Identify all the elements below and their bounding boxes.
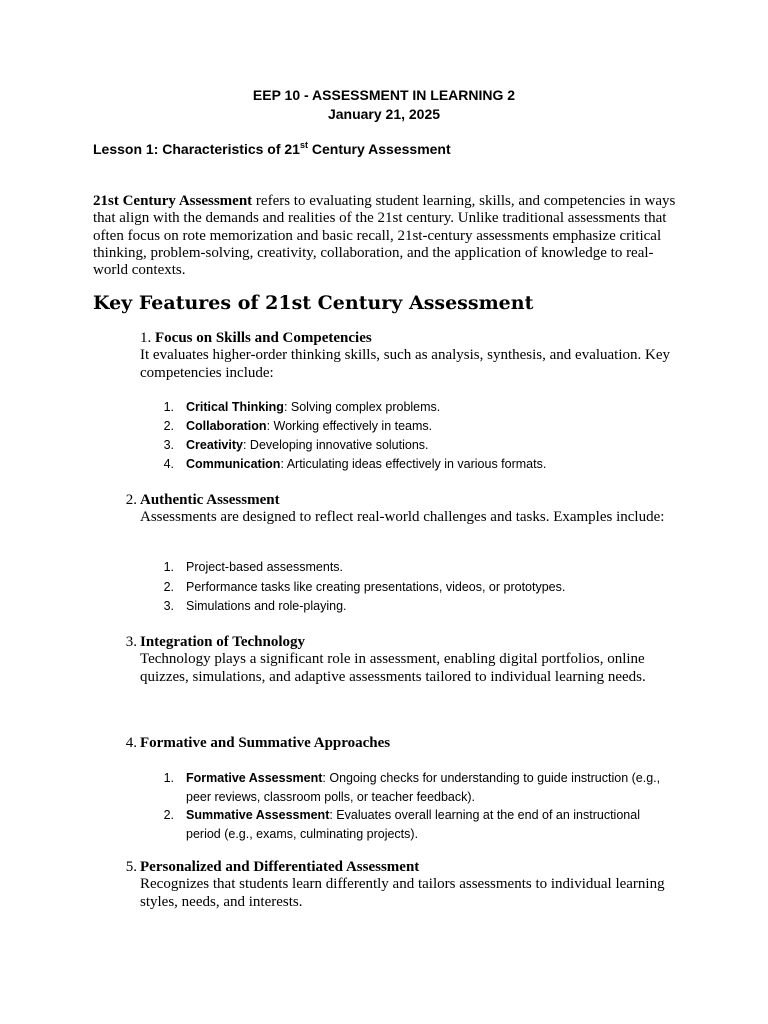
lesson-title-superscript: st: [299, 140, 308, 150]
intro-text: refers to evaluating student learning, skills, and competencies in ways that align with the demands and realities of the 21st century. Unlike traditional assessments that often focus on rote memorization and basic recall, 21st-century assessments emphasize critical thinking, problem-solving, creativity, collaboration, and the application of knowledge to real-world contexts.: [93, 193, 676, 279]
sub-number: 1.: [163, 400, 174, 414]
feature-number: 1.: [140, 330, 152, 346]
feature-title: Formative and Summative Approaches: [140, 735, 391, 751]
sub-number: 2.: [163, 419, 174, 433]
feature-number: 5.: [125, 859, 137, 875]
feature-text: Recognizes that students learn differently and tailors assessments to individual learning styles, needs, and interests.: [140, 876, 665, 910]
feature-text: It evaluates higher-order thinking skills, such as analysis, synthesis, and evaluation. Key competencies include:: [140, 347, 671, 381]
feature-text: Technology plays a significant role in assessment, enabling digital portfolios, online quizzes, simulations, and adaptive assessments tailored to individual learning needs.: [140, 651, 646, 685]
sub-text: : Articulating ideas effectively in various formats.: [280, 457, 547, 471]
sub-text: : Developing innovative solutions.: [242, 438, 429, 452]
sub-text: Project-based assessments.: [186, 560, 344, 574]
document-date: January 21, 2025: [327, 106, 441, 122]
sub-number: 4.: [163, 457, 174, 471]
feature-text: Assessments are designed to reflect real-world challenges and tasks. Examples include:: [140, 509, 665, 526]
sub-number: 1.: [163, 560, 174, 574]
course-title: EEP 10 - ASSESSMENT IN LEARNING 2: [252, 87, 516, 103]
sub-number: 2.: [163, 808, 174, 822]
sub-term: Creativity: [186, 438, 243, 452]
feature-title: Personalized and Differentiated Assessment: [140, 859, 420, 875]
lesson-title-prefix: Lesson 1: Characteristics of 21: [93, 141, 300, 157]
sub-number: 3.: [163, 438, 174, 452]
lesson-title: [93, 141, 451, 157]
sub-term: Communication: [186, 457, 281, 471]
feature-number: 4.: [125, 735, 137, 751]
sub-text: : Solving complex problems.: [283, 400, 441, 414]
sub-number: 2.: [163, 580, 174, 594]
sub-number: 1.: [163, 771, 174, 785]
section-heading: Key Features of 21st Century Assessment: [93, 292, 534, 314]
feature-title: Focus on Skills and Competencies: [155, 330, 372, 346]
lesson-title-suffix: Century Assessment: [308, 141, 451, 157]
intro-paragraph: [93, 193, 678, 279]
sub-text: : Working effectively in teams.: [266, 419, 433, 433]
feature-number: 3.: [125, 634, 137, 650]
intro-term: 21st Century Assessment: [93, 193, 253, 209]
sub-term: Collaboration: [186, 419, 267, 433]
sub-text: Performance tasks like creating presentations, videos, or prototypes.: [186, 580, 566, 594]
sub-number: 3.: [163, 599, 174, 613]
sub-term: Formative Assessment: [186, 771, 323, 785]
feature-number: 2.: [125, 492, 137, 508]
sub-term: Summative Assessment: [186, 808, 330, 822]
feature-title: Integration of Technology: [140, 634, 306, 650]
sub-text: Simulations and role-playing.: [186, 599, 347, 613]
sub-text: : Evaluates overall learning at the end of an instructional period (e.g., exams, culminating projects).: [186, 808, 640, 841]
sub-term: Critical Thinking: [186, 400, 284, 414]
feature-title: Authentic Assessment: [140, 492, 280, 508]
sub-text: : Ongoing checks for understanding to guide instruction (e.g., peer reviews, classroom polls, or teacher feedback).: [186, 771, 661, 804]
